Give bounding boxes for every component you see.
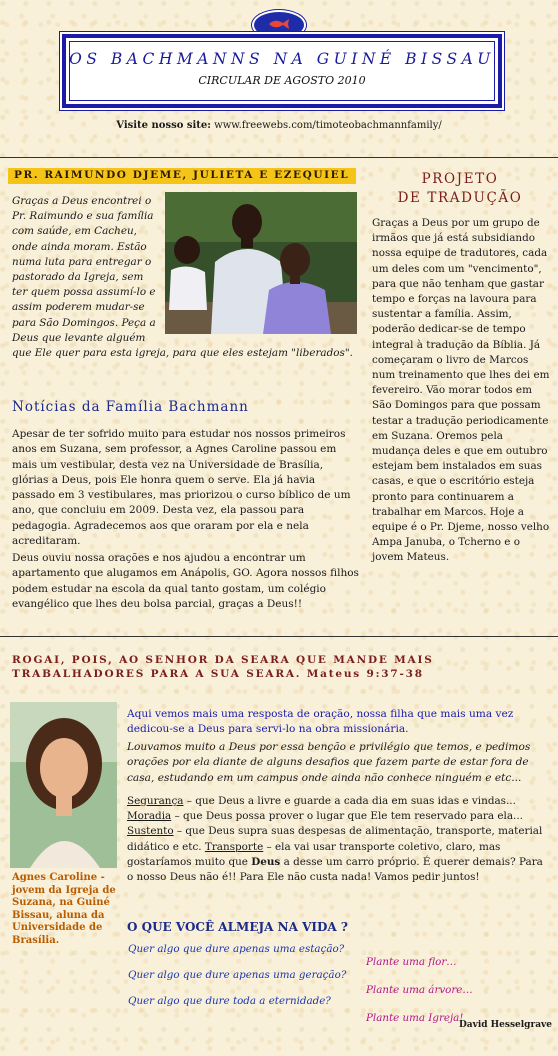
question-generation: Quer algo que dure apenas uma geração? bbox=[128, 969, 347, 981]
newsletter-title: OS BACHMANNS NA GUINÉ BISSAU bbox=[69, 50, 495, 68]
section1-banner: PR. RAIMUNDO DJEME, JULIETA E EZEQUIEL bbox=[14, 169, 350, 181]
prayer-text-security: – que Deus a livre e guarde a cada dia em suas idas e vindas... bbox=[183, 795, 516, 807]
prayer-deus: Deus bbox=[251, 855, 281, 868]
answer-to-prayer-lead: Aqui vemos mais uma resposta de oração, nossa filha que mais uma vez dedicou-se a Deus para servi-lo na obra missionária. bbox=[127, 708, 514, 736]
translation-heading-line-2: DE TRADUÇÃO bbox=[397, 190, 523, 206]
prayer-text-end: a desse um carro próprio. É querer demais? Para o nosso Deus não é!! Para Ele não custa nada! Vamos pedir juntos! bbox=[127, 855, 543, 884]
section1-text: Graças a Deus encontrei o Pr. Raimundo e sua família com saúde, em Cacheu, onde ainda moram. Estão numa luta para entregar o pastorado da Igreja, sem ter quem possa assumí-lo e assim poderem mudar-se para São Domingos. Peça a Deus que levante alguém que Ele quer para esta igreja, para que eles estejam "liberados". bbox=[12, 195, 353, 360]
agnes-photo bbox=[10, 702, 117, 868]
header-frame bbox=[62, 34, 502, 108]
divider-top bbox=[0, 157, 558, 158]
answer-flower: Plante uma flor… bbox=[366, 956, 457, 968]
question-eternity: Quer algo que dure toda a eternidade? bbox=[128, 995, 331, 1007]
prayer-text-support: – que Deus supra suas despesas de alimentação, transporte, material didático e etc. bbox=[127, 825, 543, 853]
site-link[interactable]: www.freewebs.com/timoteobachmannfamily/ bbox=[210, 120, 442, 131]
translation-project-text: Graças a Deus por um grupo de irmãos que já está subsidiando nossa equipe de tradutores, cada um deles com um "vencimento", para que não tenham que gastar tempo e forças na lavoura para sustentar a família. Assim, poderão dedicar-se de tempo integral à tradução da Bíblia. Já começaram o livro de Marcos num treinamento que lhes dei em fevereiro. Vão morar todos em São Domingos para que possam testar a tradução periodicamente em Suzana. Oremos pela mudança deles e que em outubro estejam bem instalados em suas casas, e que o escritório esteja pronto para continuarem a trabalhar em Marcos. Hoje a equipe é o Pr. Djeme, nosso velho Ampa Januba, o Tcherno e o jovem Mateus. bbox=[372, 217, 550, 564]
prayer-item-housing bbox=[127, 809, 547, 824]
fish-icon bbox=[267, 18, 291, 30]
divider-middle bbox=[0, 636, 558, 637]
answer-tree: Plante uma árvore… bbox=[366, 984, 473, 996]
harvest-prayer-heading: ROGAI, POIS, AO SENHOR DA SEARA QUE MANDE MAIS TRABALHADORES PARA A SUA SEARA. Mateus 9:37-38 bbox=[12, 654, 434, 680]
family-news-paragraph-2: Deus ouviu nossa orações e nos ajudou a encontrar um apartamento que alugamos em Anápolis, GO. Agora nossos filhos podem estudar na escola da qual tanto gostam, um colégio evangélico que lhes deu bolsa parcial, graças a Deus!! bbox=[12, 552, 359, 610]
translation-heading-line-1: PROJETO bbox=[421, 171, 499, 187]
family-news-heading: Notícias da Família Bachmann bbox=[12, 399, 249, 415]
visit-label: Visite nosso site: bbox=[116, 120, 211, 131]
quote-author: David Hesselgrave bbox=[458, 1020, 552, 1030]
family-photo bbox=[165, 192, 357, 334]
agnes-photo-caption: Agnes Caroline - jovem da Igreja de Suzana, na Guiné Bissau, aluna da Universidade de Brasília. bbox=[12, 872, 116, 946]
question-season: Quer algo que dure apenas uma estação? bbox=[128, 943, 345, 955]
family-news-paragraph-1: Apesar de ter sofrido muito para estudar nos nossos primeiros anos em Suzana, sem professor, a Agnes Caroline passou em mais um vestibular, desta vez na Universidade de Brasília, glórias a Deus, pois Ele honra quem o serve. Ela já havia passado em 3 vestibulares, mas priorizou o curso bíblico de um ano, que concluiu em 2009. Desta vez, ela passou para pedagogia. Agradecemos aos que oraram por ela e nela acreditaram. bbox=[12, 428, 351, 548]
prayer-text-transport: – ela vai usar transporte coletivo, claro, mas gostaríamos muito que bbox=[127, 840, 501, 868]
prayer-label-transport: Transporte bbox=[204, 840, 264, 853]
prayer-label-housing: Moradia bbox=[127, 810, 172, 823]
prayer-item-support bbox=[127, 824, 547, 885]
prayer-label-security: Segurança bbox=[127, 795, 184, 807]
life-goal-heading: O QUE VOCÊ ALMEJA NA VIDA ? bbox=[127, 920, 348, 934]
prayer-request-list bbox=[127, 794, 547, 885]
answer-church: Plante uma Igreja! bbox=[366, 1012, 464, 1024]
prayer-item-security bbox=[127, 794, 547, 809]
visit-site-line bbox=[0, 120, 558, 131]
prayer-text-housing: – que Deus possa prover o lugar que Ele tem reservado para ela... bbox=[171, 810, 523, 823]
prayer-request-intro: Louvamos muito a Deus por essa benção e privilégio que temos, e pedimos orações por ela diante de alguns desafios que fazem parte de estar fora de casa, estudando em um campus onde ainda não conhece ninguém e etc... bbox=[127, 741, 531, 784]
newsletter-subtitle: CIRCULAR DE AGOSTO 2010 bbox=[198, 74, 366, 87]
prayer-label-support: Sustento bbox=[127, 825, 174, 838]
translation-project-heading bbox=[370, 170, 550, 208]
